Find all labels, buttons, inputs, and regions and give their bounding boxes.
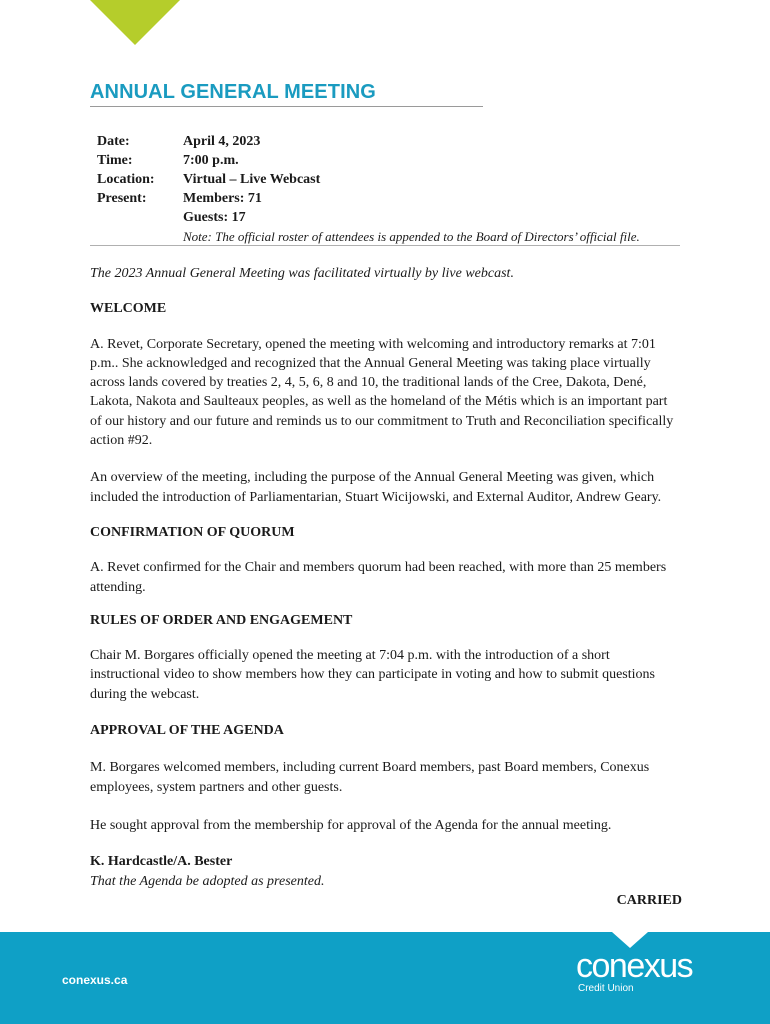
agenda-paragraph-1: M. Borgares welcomed members, including current Board members, past Board members, Conexus employees, system partners and other guests. <box>90 760 650 795</box>
guests-value: Guests: 17 <box>183 210 246 225</box>
present-label: Present: <box>97 191 147 206</box>
date-label: Date: <box>97 134 130 149</box>
footer-notch-decoration <box>612 932 648 948</box>
note-row <box>97 227 697 246</box>
minutes-body <box>90 264 682 910</box>
motion-movers: K. Hardcastle/A. Bester <box>90 854 233 870</box>
location-label: Location: <box>97 172 155 187</box>
location-row <box>97 170 697 189</box>
rules-paragraph: Chair M. Borgares officially opened the meeting at 7:04 p.m. with the introduction of a short instructional video to show members how they can participate in voting and how to submit questions during the webcast. <box>90 648 655 702</box>
logo-wordmark: conexus <box>576 947 693 985</box>
time-value: 7:00 p.m. <box>183 153 239 168</box>
quorum-heading: CONFIRMATION OF QUORUM <box>90 524 295 540</box>
logo-subtitle: Credit Union <box>578 983 634 994</box>
time-row <box>97 151 697 170</box>
details-divider <box>90 245 680 246</box>
welcome-paragraph-2: An overview of the meeting, including the purpose of the Annual General Meeting was given, which included the introduction of Parliamentarian, Stuart Wicijowski, and External Auditor, Andrew Geary. <box>90 470 662 505</box>
date-value: April 4, 2023 <box>183 134 261 149</box>
roster-note: Note: The official roster of attendees is appended to the Board of Directors’ official file. <box>183 229 640 244</box>
lime-triangle-decoration <box>90 0 180 45</box>
members-value: Members: 71 <box>183 191 262 206</box>
quorum-paragraph: A. Revet confirmed for the Chair and members quorum had been reached, with more than 25 members attending. <box>90 560 667 595</box>
welcome-heading: WELCOME <box>90 301 167 317</box>
intro-text: The 2023 Annual General Meeting was facilitated virtually by live webcast. <box>90 266 514 281</box>
time-label: Time: <box>97 153 133 168</box>
conexus-logo <box>576 948 692 994</box>
agenda-heading: APPROVAL OF THE AGENDA <box>90 723 284 739</box>
rules-heading: RULES OF ORDER AND ENGAGEMENT <box>90 612 353 628</box>
agenda-paragraph-2: He sought approval from the membership for approval of the Agenda for the annual meeting. <box>90 817 612 833</box>
location-value: Virtual – Live Webcast <box>183 172 321 187</box>
present-row <box>97 189 697 208</box>
guests-row <box>97 208 697 227</box>
page-title: ANNUAL GENERAL MEETING <box>90 81 483 107</box>
motion-text: That the Agenda be adopted as presented. <box>90 873 325 889</box>
meeting-details <box>97 132 697 246</box>
motion-result: CARRIED <box>616 892 682 908</box>
welcome-paragraph-1: A. Revet, Corporate Secretary, opened the meeting with welcoming and introductory remarks at 7:01 p.m.. She acknowledged and recognized that the Annual General Meeting was taking place virtually across lands covered by treaties 2, 4, 5, 6, 8 and 10, the traditional lands of the Cree, Dakota, Dené, Lakota, Nakota and Saulteaux peoples, as well as the homeland of the Métis which is an important part of our history and our future and reminds us to our commitment to Truth and Reconciliation specifically action #92. <box>90 336 674 449</box>
website-link[interactable]: conexus.ca <box>62 973 128 987</box>
date-row <box>97 132 697 151</box>
